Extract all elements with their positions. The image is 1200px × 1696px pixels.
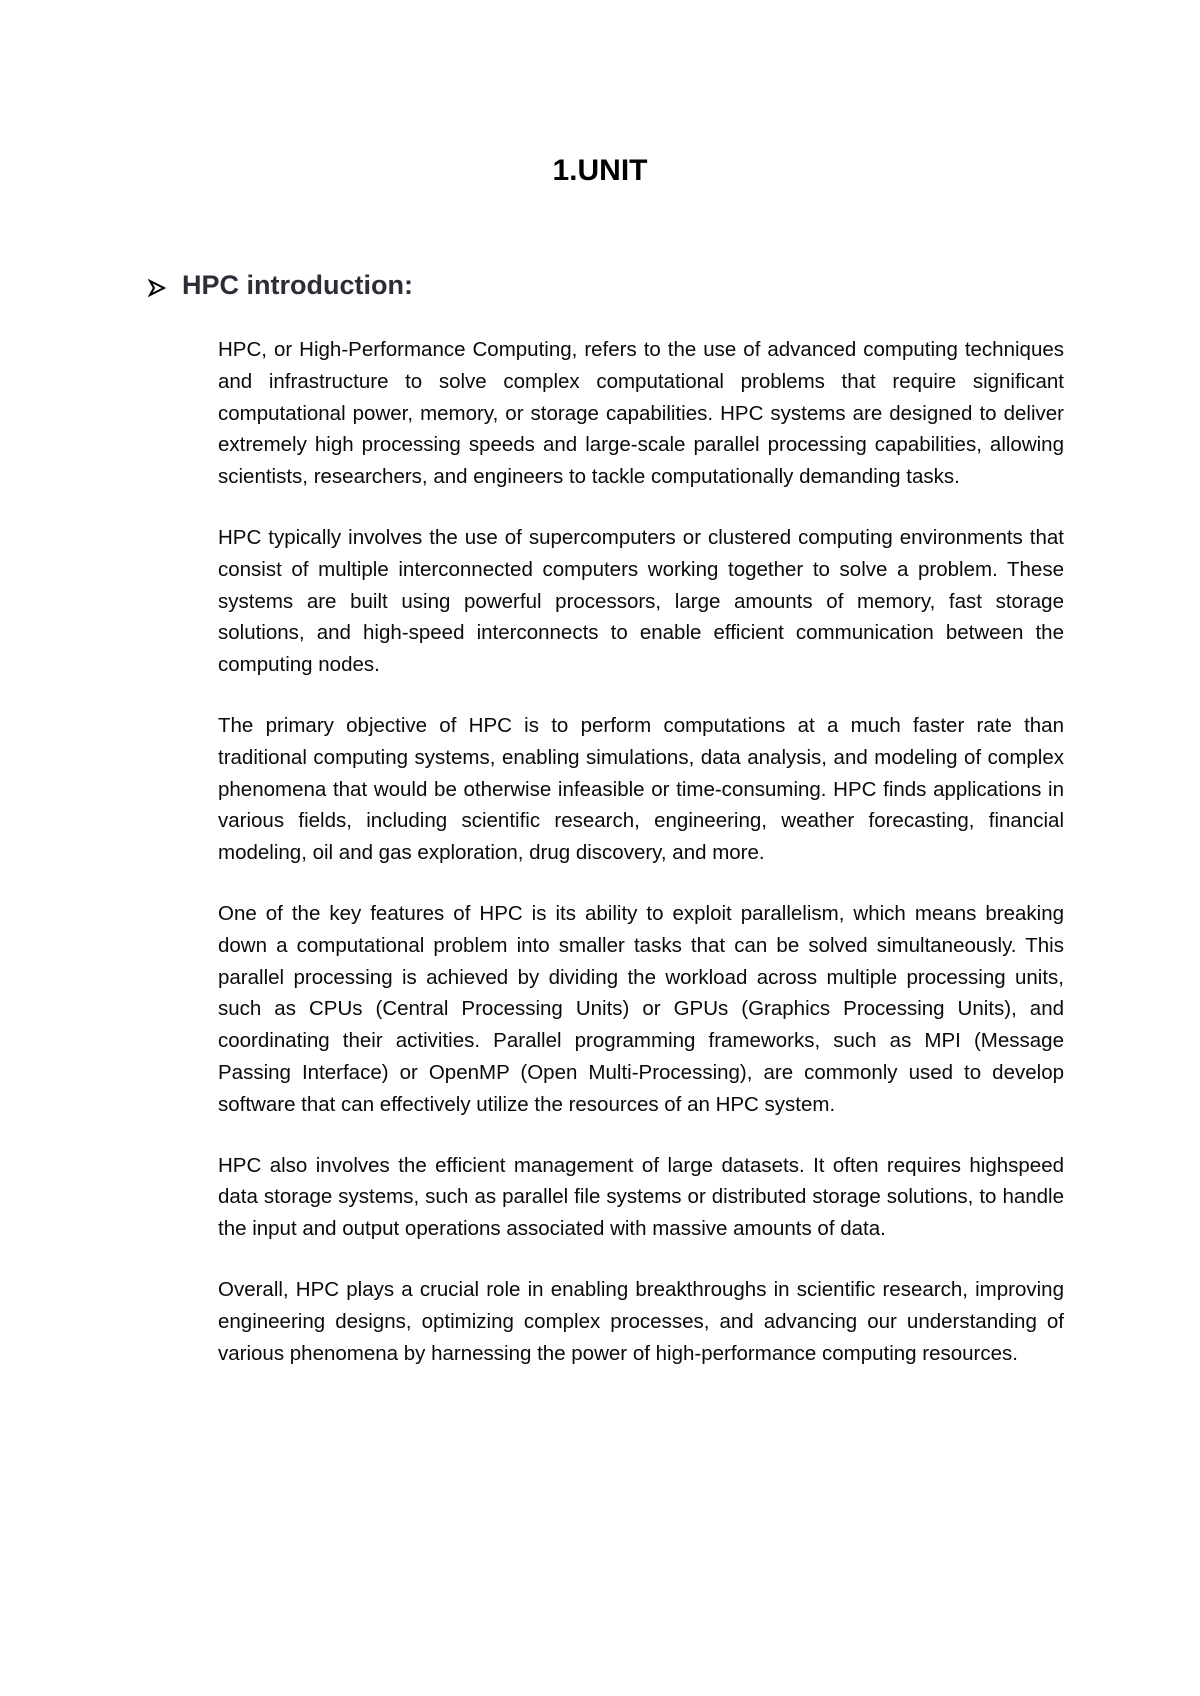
paragraph-supercomputers: HPC typically involves the use of supercomputers or clustered computing environments that consist of multiple interconnected computers working together to solve a problem. These systems are built using powerful processors, large amounts of memory, fast storage solutions, and high-speed interconnects to enable efficient communication between the computing nodes. bbox=[218, 525, 1064, 677]
paragraph-intro: HPC, or High-Performance Computing, refers to the use of advanced computing techniques and infrastructure to solve complex computational problems that require significant computational power, memory, or storage capabilities. HPC systems are designed to deliver extremely high processing speeds and large-scale parallel processing capabilities, allowing scientists, researchers, and engineers to tackle computationally demanding tasks. bbox=[218, 338, 1064, 489]
page-title: 1.UNIT bbox=[552, 154, 648, 187]
body-text bbox=[218, 334, 1064, 1398]
section-heading bbox=[148, 268, 413, 302]
paragraph-overall: Overall, HPC plays a crucial role in enabling breakthroughs in scientific research, improving engineering designs, optimizing complex processes, and advancing our understanding of various phenomena by harnessing the power of high-performance computing resources. bbox=[218, 1277, 1064, 1365]
paragraph-datasets: HPC also involves the efficient management of large datasets. It often requires highspeed data storage systems, such as parallel file systems or distributed storage solutions, to handle the input and output operations associated with massive amounts of data. bbox=[218, 1153, 1064, 1241]
arrowhead-bullet-icon bbox=[148, 276, 166, 294]
paragraph-parallelism: One of the key features of HPC is its ability to exploit parallelism, which means breaking down a computational problem into smaller tasks that can be solved simultaneously. This parallel processing is achieved by dividing the workload across multiple processing units, such as CPUs (Central Processing Units) or GPUs (Graphics Processing Units), and coordinating their activities. Parallel programming frameworks, such as MPI (Message Passing Interface) or OpenMP (Open Multi-Processing), are commonly used to develop software that can effectively utilize the resources of an HPC system. bbox=[218, 901, 1064, 1116]
paragraph-objective: The primary objective of HPC is to perform computations at a much faster rate than traditional computing systems, enabling simulations, data analysis, and modeling of complex phenomena that would be otherwise infeasible or time-consuming. HPC finds applications in various fields, including scientific research, engineering, weather forecasting, financial modeling, oil and gas exploration, drug discovery, and more. bbox=[218, 713, 1064, 865]
section-heading-text: HPC introduction: bbox=[182, 270, 413, 300]
